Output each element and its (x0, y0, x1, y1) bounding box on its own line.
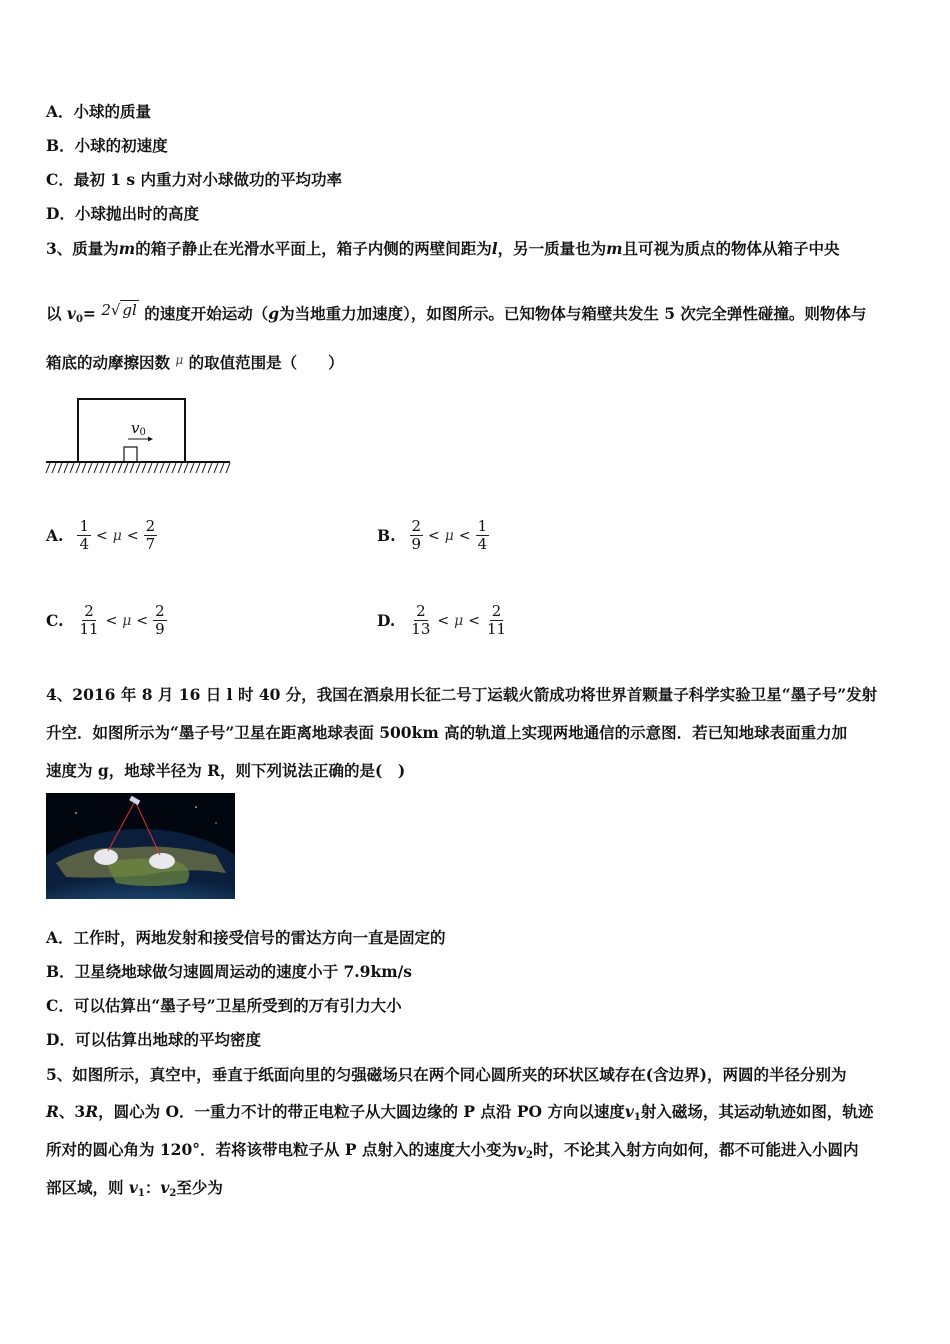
q3-option-c (46, 603, 169, 638)
q3-sqrt-radicand: gl (122, 301, 137, 319)
q3-text: 的箱子静止在光滑水平面上，箱子内侧的两壁间距为 (135, 239, 492, 258)
numerator: 2 (416, 602, 426, 620)
q3-var-m: m (118, 239, 136, 258)
q5-var-v: v (516, 1140, 526, 1159)
option-letter: B. (377, 526, 396, 545)
ground-station-dish (149, 853, 175, 869)
q5-var-R: R (46, 1102, 59, 1121)
q5-stem-line1: 5、如图所示，真空中，垂直于纸面向里的匀强磁场只在两个同心圆所夹的环状区域存在(含边界)，两圆的半径分别为 (46, 1065, 847, 1084)
fraction-left (77, 603, 100, 638)
mu-symbol: μ (112, 527, 122, 544)
numerator: 2 (411, 517, 422, 535)
numerator: 2 (491, 602, 502, 620)
option-letter: A. (46, 526, 64, 545)
mu-symbol: μ (122, 612, 132, 629)
q3-option-d (377, 603, 510, 638)
mu-symbol: μ (444, 527, 454, 544)
q3-stem-line3 (46, 349, 344, 374)
small-object (124, 447, 137, 462)
q3-text: 的速度开始运动（ (144, 304, 269, 323)
q5-text: ，圆心为 O．一重力不计的带正电粒子从大圆边缘的 P 点沿 PO 方向以速度 (98, 1102, 625, 1121)
velocity-label-v: v (131, 419, 140, 437)
star (195, 806, 197, 808)
fraction-right (153, 603, 167, 638)
denominator: 9 (155, 620, 165, 638)
denominator: 13 (411, 620, 431, 638)
q3-text: 箱底的动摩擦因数 (46, 353, 171, 372)
q4-option-d: D．可以估算出地球的平均密度 (46, 1030, 261, 1049)
q3-box-figure (44, 396, 234, 478)
less-than: < (105, 612, 118, 629)
q5-var-R: R (85, 1102, 99, 1121)
q5-var-v-sub: 2 (169, 1188, 177, 1199)
q3-text: 为当地重力加速度），如图所示。已知物体与箱壁共发生 5 次完全弹性碰撞。则物体与 (279, 304, 867, 323)
less-than: < (428, 527, 440, 544)
q4-option-c: C．可以估算出“墨子号”卫星所受到的万有引力大小 (46, 996, 402, 1015)
mu-symbol: μ (454, 612, 464, 629)
q3-text: 且可视为质点的物体从箱子中央 (622, 239, 840, 258)
velocity-arrowhead (148, 437, 153, 442)
denominator: 11 (486, 620, 507, 638)
q4-stem-line2: 升空．如图所示为“墨子号”卫星在距离地球表面 500km 高的轨道上实现两地通信的示意图．若已知地球表面重力加 (46, 723, 848, 742)
velocity-label (131, 419, 146, 438)
velocity-label-sub: 0 (139, 427, 146, 438)
option-letter: C. (46, 611, 64, 630)
q5-text: 所对的圆心角为 120°．若将该带电粒子从 P 点射入的速度大小变为 (46, 1140, 517, 1159)
q3-text: 的取值范围是（ ） (188, 353, 344, 372)
q4-option-a: A．工作时，两地发射和接受信号的雷达方向一直是固定的 (46, 928, 446, 947)
q5-var-v: v (128, 1178, 138, 1197)
q3-option-b (377, 518, 491, 553)
numerator: 2 (145, 517, 156, 535)
less-than: < (126, 527, 139, 544)
q3-var-l: l (491, 239, 498, 258)
less-than: < (95, 527, 108, 544)
q5-var-v: v (160, 1178, 170, 1197)
q5-text: ： (144, 1178, 161, 1197)
denominator: 9 (411, 535, 422, 553)
q3-text: 3、质量为 (46, 239, 119, 258)
fraction-right (476, 518, 490, 553)
q3-var-mu: μ (175, 353, 184, 367)
satellite-earth-image (46, 793, 235, 899)
q5-text: 、3 (58, 1102, 86, 1121)
q5-text: 射入磁场，其运动轨迹如图，轨迹 (640, 1102, 874, 1121)
satellite-earth-illustration (46, 793, 235, 899)
fraction-left (409, 603, 432, 638)
q2-option-b: B．小球的初速度 (46, 136, 168, 155)
q4-stem-line3: 速度为 g，地球半径为 R，则下列说法正确的是( ) (46, 761, 406, 780)
fraction-left (77, 518, 91, 553)
star (215, 822, 216, 823)
option-letter: D. (377, 611, 396, 630)
numerator: 2 (155, 602, 165, 620)
q3-sqrt-coef: 2 (101, 301, 111, 319)
q5-stem-line2 (46, 1101, 873, 1129)
q5-text: 部区域，则 (46, 1178, 129, 1197)
q5-text: 至少为 (176, 1178, 223, 1197)
ground-station-dish (94, 849, 118, 865)
fraction-left (410, 518, 424, 553)
star (75, 812, 77, 814)
q3-text: 以 (46, 304, 62, 323)
q3-stem-line2 (46, 299, 866, 331)
denominator: 4 (477, 535, 488, 553)
q5-stem-line3 (46, 1139, 858, 1167)
q4-stem-line1: 4、2016 年 8 月 16 日 l 时 40 分，我国在酒泉用长征二号丁运载火箭成功将世界首颗量子科学实验卫星“墨子号”发射 (46, 685, 878, 704)
less-than: < (437, 612, 450, 629)
denominator: 4 (79, 535, 89, 553)
q5-var-v-sub: 1 (137, 1188, 145, 1199)
q2-option-a: A．小球的质量 (46, 102, 152, 121)
q3-text: ，另一质量也为 (497, 239, 607, 258)
fraction-right (485, 603, 508, 638)
q4-option-b: B．卫星绕地球做匀速圆周运动的速度小于 7.9km/s (46, 962, 412, 981)
less-than: < (136, 612, 149, 629)
q3-var-v: v (66, 304, 76, 323)
q5-var-v: v (624, 1102, 634, 1121)
q3-sqrt-expression: 2√ gl (101, 301, 137, 319)
less-than: < (458, 527, 471, 544)
ground-hatching (46, 463, 230, 473)
landmass (106, 858, 189, 886)
q5-text: 时，不论其入射方向如何，都不可能进入小圆内 (532, 1140, 859, 1159)
q3-option-a (46, 518, 159, 553)
less-than: < (468, 612, 480, 629)
q5-var-v-sub: 1 (633, 1112, 641, 1123)
q5-var-v-sub: 2 (525, 1150, 533, 1161)
fraction-right (144, 518, 158, 553)
q3-equals: = (82, 304, 96, 323)
numerator: 2 (84, 602, 94, 620)
q2-option-c: C．最初 1 s 内重力对小球做功的平均功率 (46, 170, 343, 189)
numerator: 1 (477, 517, 488, 535)
q3-stem-line1 (46, 238, 840, 260)
denominator: 11 (79, 620, 99, 638)
q5-stem-line4 (46, 1177, 223, 1205)
q3-var-g: g (268, 304, 280, 323)
q3-var-v-sub: 0 (75, 314, 83, 325)
numerator: 1 (79, 517, 89, 535)
q2-option-d: D．小球抛出时的高度 (46, 204, 199, 223)
q3-var-m: m (606, 239, 623, 258)
denominator: 7 (145, 535, 156, 553)
